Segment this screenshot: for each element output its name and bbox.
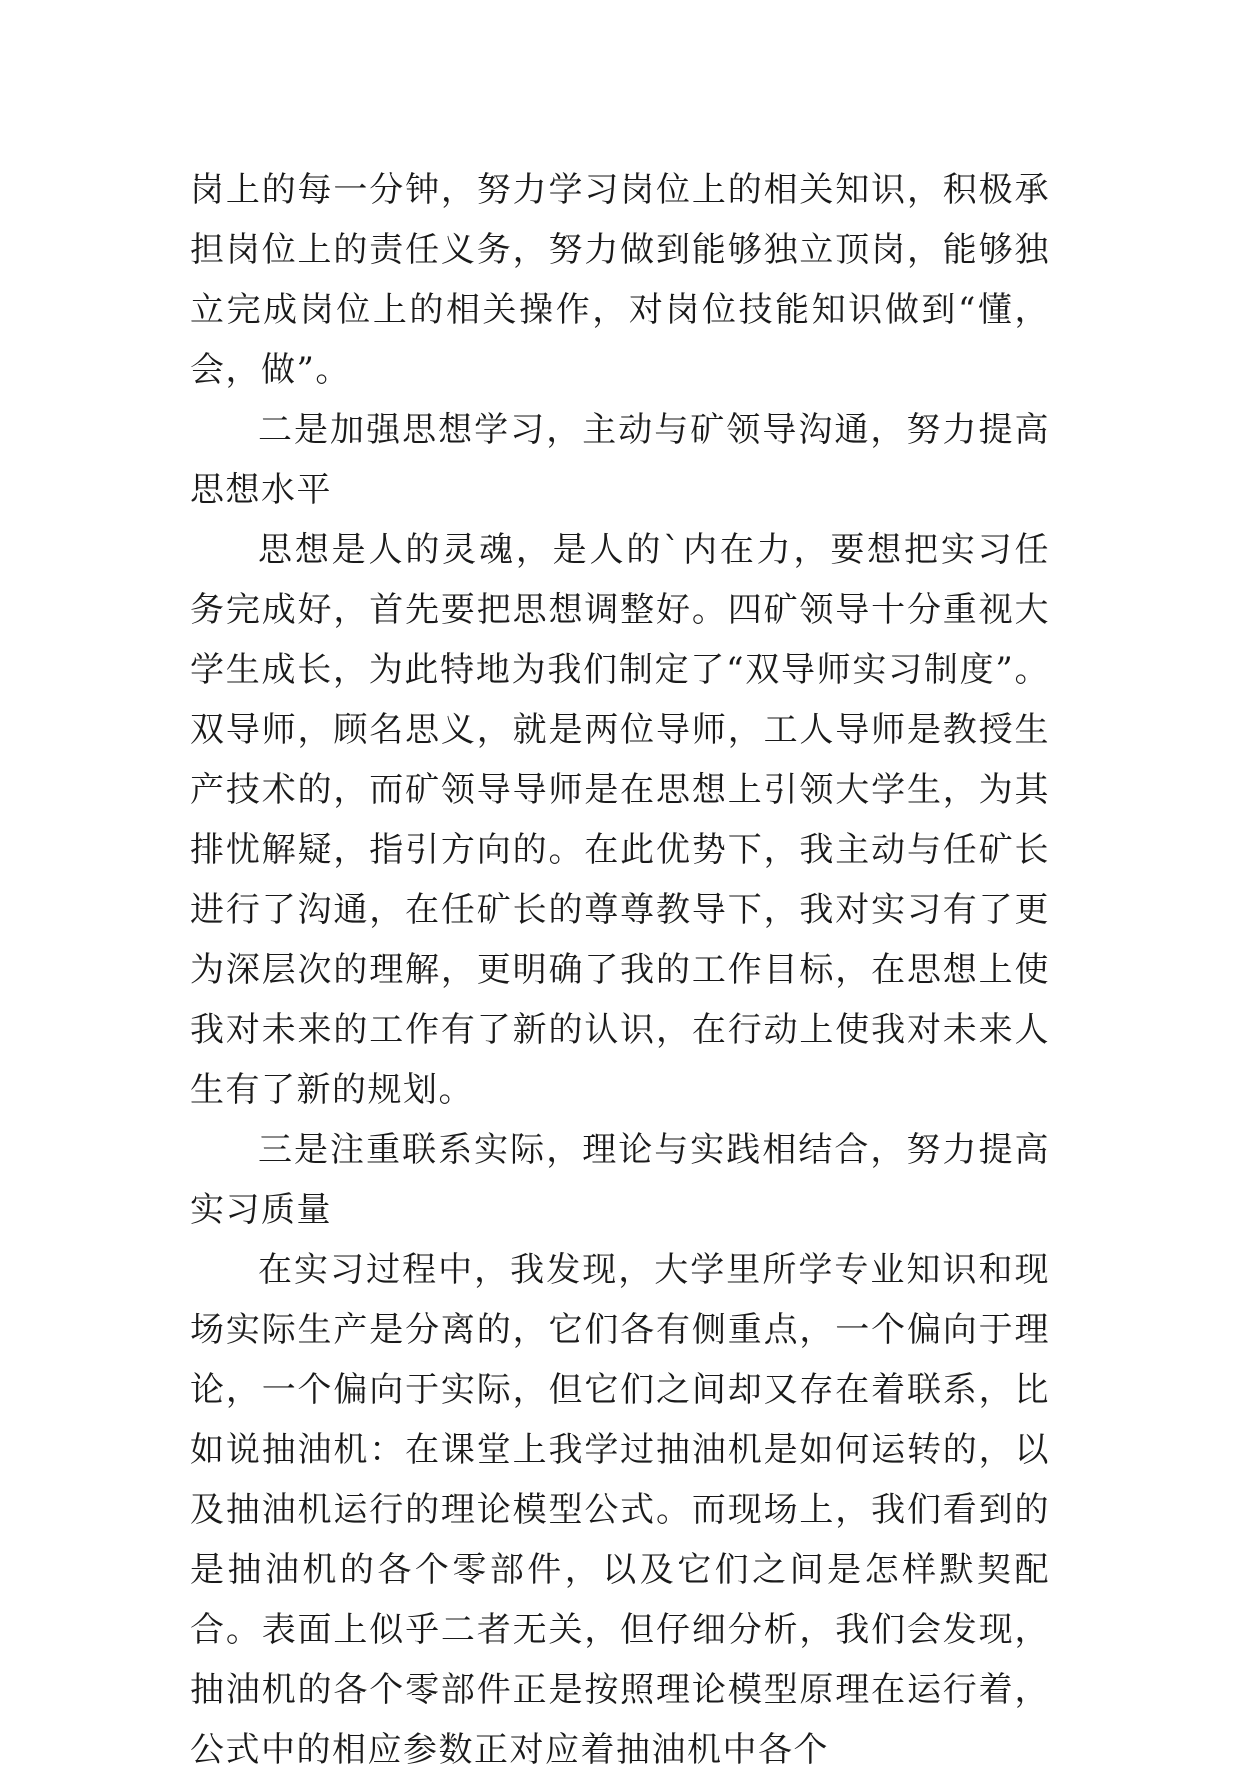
paragraph-continuation: 岗上的每一分钟，努力学习岗位上的相关知识，积极承担岗位上的责任义务，努力做到能够独立顶岗，能够独立完成岗位上的相关操作，对岗位技能知识做到“懂，会，做”。 bbox=[190, 170, 1050, 390]
paragraph-thought: 思想是人的灵魂，是人的`内在力，要想把实习任务完成好，首先要把思想调整好。四矿领导十分重视大学生成长，为此特地为我们制定了“双导师实习制度”。双导师，顾名思义，就是两位导师，工人导师是教授生产技术的，而矿领导导师是在思想上引领大学生，为其排忧解疑，指引方向的。在此优势下，我主动与任矿长进行了沟通，在任矿长的尊尊教导下，我对实习有了更为深层次的理解，更明确了我的工作目标，在思想上使我对未来的工作有了新的认识，在行动上使我对未来人生有了新的规划。 bbox=[190, 530, 1050, 1110]
section-heading-3: 三是注重联系实际，理论与实践相结合，努力提高实习质量 bbox=[190, 1130, 1050, 1230]
document-body bbox=[190, 160, 1050, 1780]
paragraph-practice: 在实习过程中，我发现，大学里所学专业知识和现场实际生产是分离的，它们各有侧重点，一个偏向于理论，一个偏向于实际，但它们之间却又存在着联系，比如说抽油机：在课堂上我学过抽油机是如何运转的，以及抽油机运行的理论模型公式。而现场上，我们看到的是抽油机的各个零部件，以及它们之间是怎样默契配合。表面上似乎二者无关，但仔细分析，我们会发现，抽油机的各个零部件正是按照理论模型原理在运行着，公式中的相应参数正对应着抽油机中各个 bbox=[190, 1250, 1050, 1770]
section-heading-2: 二是加强思想学习，主动与矿领导沟通，努力提高思想水平 bbox=[190, 410, 1050, 510]
